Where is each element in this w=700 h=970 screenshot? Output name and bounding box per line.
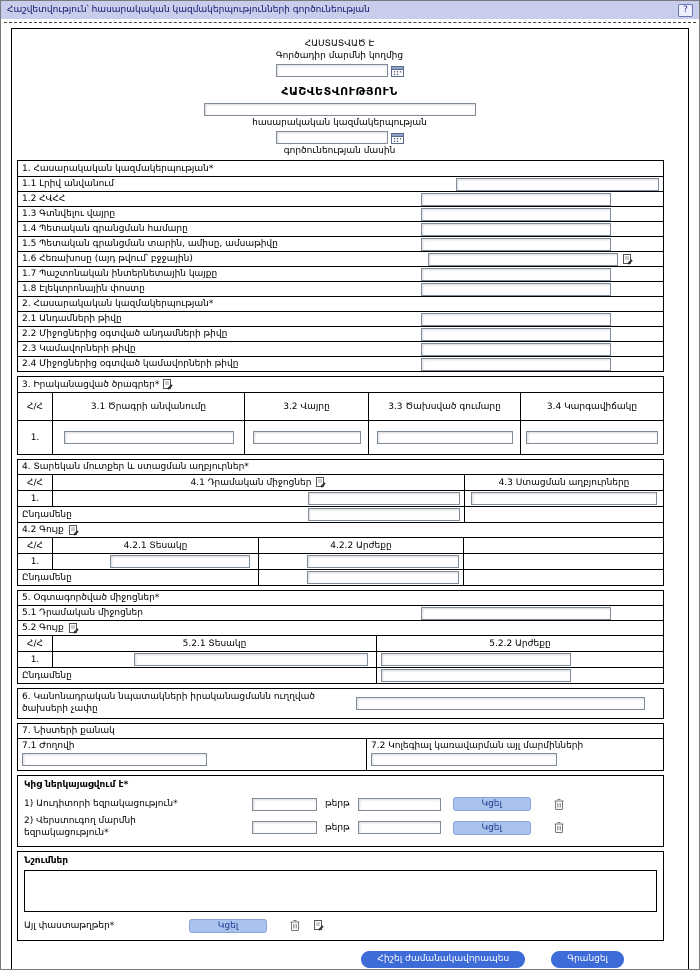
table-cell [368,420,520,454]
calendar-icon[interactable] [391,65,404,77]
col-header: 3.2 Վայրը [244,392,368,420]
form-row [18,311,663,326]
state-reg-number-input[interactable] [421,223,611,236]
total-row: Ընդամենը [18,667,376,683]
table-cell [464,506,663,522]
col-header: 4.1 Դրամական միջոցներ [52,474,464,490]
row-number: 1. [18,490,52,506]
trash-icon[interactable] [553,798,565,811]
section-7-title: 7. Նիստերի քանակ [22,726,115,737]
form-row [18,341,663,356]
col-header: 5.2.1 Տեսակը [52,635,376,651]
audit-sheets-input[interactable] [252,798,317,811]
help-icon[interactable]: ? [678,4,693,17]
section-4-title-row [18,460,663,474]
form-row [18,206,663,221]
form-row [18,356,663,371]
sheets-label: թերթ [325,822,350,833]
section-6 [17,688,664,719]
col-header: Հ/Հ [18,392,52,420]
form-row [18,281,663,296]
row-number: 1. [18,553,52,569]
funded-volunteers-count-input[interactable] [421,358,611,371]
table-cell [463,553,663,569]
table-cell [463,537,663,553]
section-4-title: 4. Տարեկան մուտքեր և ստացման աղբյուրներ* [22,462,249,472]
section-2-title: 2. Հասարակական կազմակերպության* [22,299,214,309]
col-header: 3.1 Ծրագրի անվանումը [52,392,244,420]
total-row: Ընդամենը [18,569,258,585]
field-label: 2.1 Անդամների թիվը [22,314,122,324]
table-cell [376,651,663,667]
approval-date-input[interactable] [276,64,388,77]
table-cell [52,651,376,667]
form-container [11,28,689,970]
assembly-meetings-cell [18,738,366,770]
table-cell [52,553,258,569]
field-label: 1.6 Հեռախոսը (այդ թվում՝ բջջային) [22,254,193,264]
form-row [18,251,663,266]
table-cell [52,490,464,506]
field-label: 2.2 Միջոցներից օգտված անդամների թիվը [22,329,228,339]
program-amount-input[interactable] [377,431,513,444]
property-subtitle: 4.2 Գույք [22,525,64,535]
section-3-title: 3. Իրականացված ծրագրեր* [22,379,160,390]
inspection-sheets-input[interactable] [252,821,317,834]
used-property-type-input[interactable] [134,653,368,666]
add-row-icon[interactable] [315,477,326,488]
field-label: 5.1 Դրամական միջոցներ [22,608,143,618]
income-table [18,474,663,522]
used-property-value-input[interactable] [381,653,571,666]
property-total-input[interactable] [307,571,459,584]
col-header: 3.4 Կարգավիճակը [520,392,663,420]
form-row [18,266,663,281]
section-1-title-row [18,161,663,176]
assembly-meetings-label: 7.1 Ժողովի [22,741,75,752]
page-title: Հաշվետվություն՝ հասարակական կազմակերպությունների գործունեության [7,5,370,15]
program-place-input[interactable] [253,431,361,444]
form-row [18,605,663,620]
section-7-title-row [18,724,663,738]
table-cell [52,420,244,454]
col-header: 4.2.2 Արժեքը [258,537,463,553]
used-property-total-input[interactable] [381,669,571,682]
monetary-amount-input[interactable] [308,492,460,505]
used-property-subtitle: 5.2 Գույք [22,623,64,633]
form-row [18,221,663,236]
attachments-title: Կից ներկայացվում է* [24,780,129,791]
property-table [18,537,663,585]
sheets-label: թերթ [325,799,350,810]
col-header: 4.3 Ստացման աղբյուրները [464,474,663,490]
section-2-title-row [18,296,663,311]
section-1-title: 1. Հասարակական կազմակերպության* [22,163,214,174]
attach-button[interactable]: Կցել [189,919,267,933]
form-row [18,191,663,206]
approved-by-label: Գործադիր մարմնի կողմից [275,51,404,61]
col-header: Հ/Հ [18,537,52,553]
org-full-name-input[interactable] [456,178,659,191]
field-label: 2.4 Միջոցներից օգտված կամավորների թիվը [22,359,239,369]
total-row: Ընդամենը [18,506,464,522]
attachment-row [24,816,657,839]
notes-section [17,851,664,941]
section-4 [17,459,664,586]
col-header: 3.3 Ծախսված գումարը [368,392,520,420]
field-label: 1.2 ՀՎՀՀ [22,194,66,204]
field-label: 1.4 Պետական գրանցման համարը [22,224,188,234]
row-number: 1. [18,651,52,667]
titlebar [1,1,699,19]
inspection-file-input[interactable] [358,821,441,834]
section-5-title-row [18,591,663,605]
section-3 [17,376,664,455]
notes-title: Նշումներ [24,855,69,866]
other-documents-label: Այլ փաստաթղթեր* [24,920,115,931]
col-header: 4.2.1 Տեսակը [52,537,258,553]
section-5-title: 5. Օգտագործված միջոցներ* [22,593,160,603]
meetings-table [18,738,663,770]
field-label: 2.3 Կամավորների թիվը [22,344,136,354]
programs-table [18,392,663,454]
statutory-expenses-input[interactable] [356,697,645,710]
used-property-table [18,635,663,683]
trash-icon[interactable] [553,821,565,834]
field-label: 1.8 Էլեկտրոնային փոստը [22,284,145,294]
org-label: հասարակական կազմակերպության [252,118,427,128]
register-button[interactable]: Գրանցել [551,951,624,968]
income-source-input[interactable] [471,492,657,505]
save-temporarily-button[interactable]: Հիշել ժամանակավորապես [361,951,525,968]
statutory-expenses-label: 6. Կանոնադրական նպատակների իրականացմանն ուղղված ծախսերի չափը [22,692,315,714]
trash-icon[interactable] [289,919,301,932]
property-subtitle-row [18,522,663,537]
report-period-input[interactable] [276,131,388,144]
assembly-meetings-input[interactable] [22,753,207,766]
add-row-icon[interactable] [68,525,79,536]
add-row-icon[interactable] [162,379,173,390]
field-label: 1.5 Պետական գրանցման տարին, ամիսը, ամսաթիվը [22,239,278,249]
funded-members-count-input[interactable] [421,328,611,341]
collegial-meetings-cell [366,738,663,770]
col-header: Հ/Հ [18,635,52,651]
table-cell [463,569,663,585]
attachment-label: 2) Վերստուգող մարմնի եզրակացություն* [24,816,136,838]
monetary-total-input[interactable] [308,508,460,521]
report-title: ՀԱՇՎԵՏՎՈՒԹՅՈՒՆ [281,85,398,98]
attachments-section [17,775,664,847]
used-property-subtitle-row [18,620,663,635]
table-cell [258,569,463,585]
other-documents-row [24,919,657,933]
form-row [18,236,663,251]
add-row-icon[interactable] [313,920,324,931]
used-monetary-input[interactable] [421,607,611,620]
phone-input[interactable] [428,253,618,266]
form-row [18,176,663,191]
collegial-meetings-input[interactable] [371,753,557,766]
field-label: 1.7 Պաշտոնական ինտերնետային կայքը [22,269,218,279]
volunteers-count-input[interactable] [421,343,611,356]
members-count-input[interactable] [421,313,611,326]
audit-file-input[interactable] [358,798,441,811]
website-input[interactable] [421,268,611,281]
section-3-title-row [18,377,663,392]
table-cell [244,420,368,454]
table-cell [520,420,663,454]
about-label: գործունեության մասին [283,146,396,156]
approved-label: ՀԱՍՏԱՏՎԱԾ Է [304,39,375,49]
col-header: 5.2.2 Արժեքը [376,635,663,651]
section-1-2 [17,160,664,372]
section-7 [17,723,664,771]
col-header: Հ/Հ [18,474,52,490]
add-row-icon[interactable] [68,623,79,634]
row-number: 1. [18,420,52,454]
add-icon[interactable] [622,254,633,265]
field-label: 1.3 Գտնվելու վայրը [22,209,116,219]
tax-id-input[interactable] [421,193,611,206]
attachment-label: 1) Աուդիտորի եզրակացություն* [24,798,178,809]
program-status-input[interactable] [526,431,658,444]
notes-textarea[interactable] [24,870,657,912]
attach-button[interactable]: Կցել [453,797,531,811]
property-type-input[interactable] [110,555,250,568]
program-name-input[interactable] [64,431,234,444]
attachment-row [24,797,657,811]
location-input[interactable] [421,208,611,221]
table-cell [376,667,663,683]
intro-block [15,31,664,156]
org-name-input[interactable] [204,103,476,116]
email-input[interactable] [421,283,611,296]
table-cell [258,553,463,569]
calendar-icon[interactable] [391,132,404,144]
property-value-input[interactable] [307,555,459,568]
form-row [18,326,663,341]
field-label: 1.1 Լրիվ անվանում [22,179,114,189]
table-cell [464,490,663,506]
dashed-divider [4,22,696,23]
state-reg-date-input[interactable] [421,238,611,251]
attach-button[interactable]: Կցել [453,821,531,835]
footer-actions [15,951,624,968]
section-5 [17,590,664,684]
collegial-meetings-label: 7.2 Կոլեգիալ կառավարման այլ մարմինների [371,741,584,752]
